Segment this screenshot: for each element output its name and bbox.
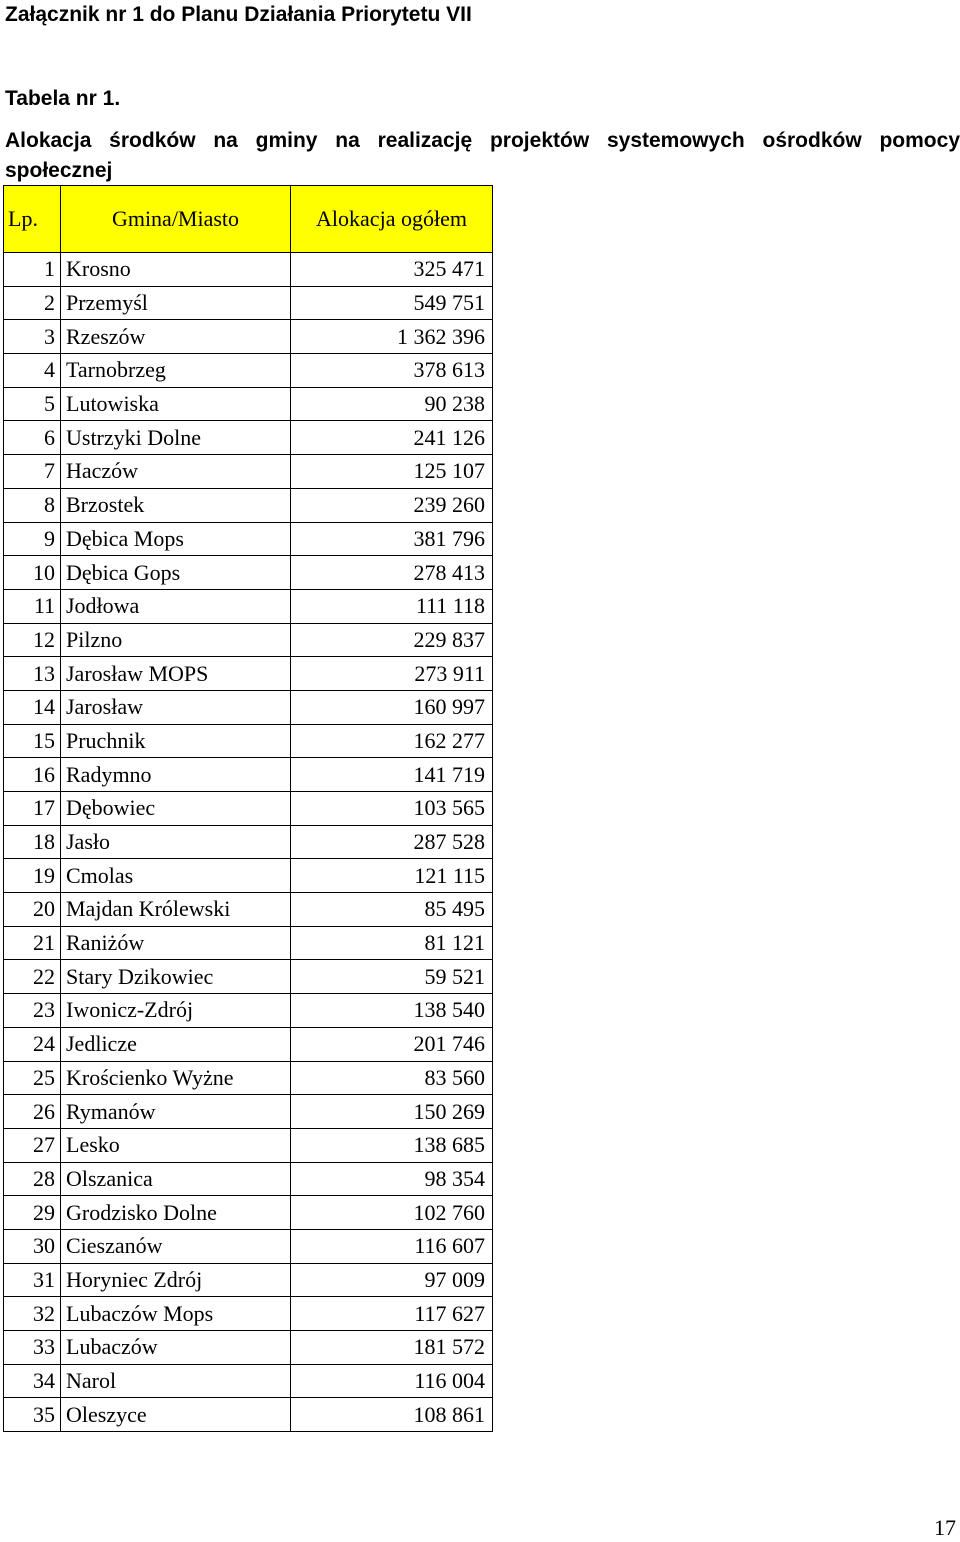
row-number: 4	[4, 354, 61, 388]
municipality-name: Horyniec Zdrój	[61, 1263, 291, 1297]
row-number: 1	[4, 253, 61, 287]
row-number: 16	[4, 758, 61, 792]
column-header-alokacja: Alokacja ogółem	[291, 186, 493, 253]
allocation-amount: 111 118	[291, 589, 493, 623]
municipality-name: Ustrzyki Dolne	[61, 421, 291, 455]
municipality-name: Tarnobrzeg	[61, 354, 291, 388]
column-header-gmina: Gmina/Miasto	[61, 186, 291, 253]
municipality-name: Jodłowa	[61, 589, 291, 623]
municipality-name: Grodzisko Dolne	[61, 1196, 291, 1230]
table-row	[4, 1398, 493, 1432]
row-number: 19	[4, 859, 61, 893]
table-row	[4, 455, 493, 489]
row-number: 17	[4, 792, 61, 826]
table-body	[4, 253, 493, 1432]
allocation-amount: 125 107	[291, 455, 493, 489]
allocation-amount: 287 528	[291, 825, 493, 859]
table-row	[4, 589, 493, 623]
row-number: 29	[4, 1196, 61, 1230]
municipality-name: Pilzno	[61, 623, 291, 657]
municipality-name: Brzostek	[61, 488, 291, 522]
allocation-amount: 138 540	[291, 994, 493, 1028]
municipality-name: Narol	[61, 1364, 291, 1398]
municipality-name: Dębica Gops	[61, 556, 291, 590]
municipality-name: Jarosław	[61, 690, 291, 724]
municipality-name: Przemyśl	[61, 286, 291, 320]
municipality-name: Cieszanów	[61, 1229, 291, 1263]
row-number: 23	[4, 994, 61, 1028]
row-number: 31	[4, 1263, 61, 1297]
allocation-amount: 278 413	[291, 556, 493, 590]
allocation-amount: 273 911	[291, 657, 493, 691]
row-number: 30	[4, 1229, 61, 1263]
row-number: 28	[4, 1162, 61, 1196]
table-row	[4, 1297, 493, 1331]
row-number: 20	[4, 893, 61, 927]
row-number: 27	[4, 1128, 61, 1162]
row-number: 18	[4, 825, 61, 859]
municipality-name: Krościenko Wyżne	[61, 1061, 291, 1095]
municipality-name: Rzeszów	[61, 320, 291, 354]
municipality-name: Raniżów	[61, 926, 291, 960]
allocation-amount: 1 362 396	[291, 320, 493, 354]
municipality-name: Jedlicze	[61, 1027, 291, 1061]
municipality-name: Lesko	[61, 1128, 291, 1162]
allocation-amount: 181 572	[291, 1331, 493, 1365]
row-number: 21	[4, 926, 61, 960]
table-row	[4, 1196, 493, 1230]
allocation-amount: 97 009	[291, 1263, 493, 1297]
allocation-amount: 549 751	[291, 286, 493, 320]
row-number: 13	[4, 657, 61, 691]
table-row	[4, 522, 493, 556]
row-number: 2	[4, 286, 61, 320]
row-number: 6	[4, 421, 61, 455]
allocation-amount: 116 004	[291, 1364, 493, 1398]
row-number: 22	[4, 960, 61, 994]
allocation-amount: 201 746	[291, 1027, 493, 1061]
allocation-amount: 116 607	[291, 1229, 493, 1263]
municipality-name: Krosno	[61, 253, 291, 287]
table-row	[4, 859, 493, 893]
allocation-amount: 138 685	[291, 1128, 493, 1162]
municipality-name: Stary Dzikowiec	[61, 960, 291, 994]
table-row	[4, 488, 493, 522]
table-row	[4, 1364, 493, 1398]
table-label: Tabela nr 1.	[5, 87, 121, 110]
table-row	[4, 926, 493, 960]
row-number: 32	[4, 1297, 61, 1331]
row-number: 26	[4, 1095, 61, 1129]
table-header	[4, 186, 493, 253]
table-row	[4, 556, 493, 590]
municipality-name: Rymanów	[61, 1095, 291, 1129]
table-row	[4, 1229, 493, 1263]
row-number: 5	[4, 387, 61, 421]
table-row	[4, 320, 493, 354]
table-row	[4, 286, 493, 320]
allocation-table	[3, 185, 493, 1432]
municipality-name: Lutowiska	[61, 387, 291, 421]
allocation-amount: 239 260	[291, 488, 493, 522]
table-row	[4, 1263, 493, 1297]
municipality-name: Dębowiec	[61, 792, 291, 826]
allocation-amount: 85 495	[291, 893, 493, 927]
allocation-amount: 241 126	[291, 421, 493, 455]
row-number: 3	[4, 320, 61, 354]
allocation-amount: 150 269	[291, 1095, 493, 1129]
row-number: 35	[4, 1398, 61, 1432]
municipality-name: Jasło	[61, 825, 291, 859]
table-row	[4, 792, 493, 826]
header-row	[4, 186, 493, 253]
allocation-amount: 229 837	[291, 623, 493, 657]
municipality-name: Olszanica	[61, 1162, 291, 1196]
table-row	[4, 758, 493, 792]
row-number: 33	[4, 1331, 61, 1365]
row-number: 14	[4, 690, 61, 724]
table-caption: Alokacja środków na gminy na realizację projektów systemowych ośrodków pomocy społecznej	[5, 129, 960, 182]
allocation-amount: 103 565	[291, 792, 493, 826]
table-row	[4, 994, 493, 1028]
allocation-amount: 325 471	[291, 253, 493, 287]
allocation-amount: 378 613	[291, 354, 493, 388]
annex-title: Załącznik nr 1 do Planu Działania Priorytetu VII	[5, 3, 472, 26]
municipality-name: Radymno	[61, 758, 291, 792]
table-row	[4, 893, 493, 927]
allocation-amount: 141 719	[291, 758, 493, 792]
table-row	[4, 623, 493, 657]
table-row	[4, 253, 493, 287]
column-header-lp: Lp.	[4, 186, 61, 253]
row-number: 34	[4, 1364, 61, 1398]
table-row	[4, 421, 493, 455]
table-row	[4, 1061, 493, 1095]
row-number: 24	[4, 1027, 61, 1061]
allocation-amount: 121 115	[291, 859, 493, 893]
row-number: 11	[4, 589, 61, 623]
allocation-amount: 59 521	[291, 960, 493, 994]
allocation-amount: 160 997	[291, 690, 493, 724]
municipality-name: Oleszyce	[61, 1398, 291, 1432]
table-row	[4, 960, 493, 994]
municipality-name: Dębica Mops	[61, 522, 291, 556]
table-row	[4, 1128, 493, 1162]
allocation-amount: 81 121	[291, 926, 493, 960]
municipality-name: Majdan Królewski	[61, 893, 291, 927]
row-number: 10	[4, 556, 61, 590]
allocation-amount: 102 760	[291, 1196, 493, 1230]
allocation-amount: 117 627	[291, 1297, 493, 1331]
table-row	[4, 657, 493, 691]
table-row	[4, 825, 493, 859]
row-number: 15	[4, 724, 61, 758]
municipality-name: Lubaczów Mops	[61, 1297, 291, 1331]
allocation-amount: 90 238	[291, 387, 493, 421]
municipality-name: Iwonicz-Zdrój	[61, 994, 291, 1028]
allocation-amount: 83 560	[291, 1061, 493, 1095]
page-number: 17	[934, 1515, 956, 1540]
table-row	[4, 1027, 493, 1061]
municipality-name: Jarosław MOPS	[61, 657, 291, 691]
row-number: 7	[4, 455, 61, 489]
municipality-name: Haczów	[61, 455, 291, 489]
allocation-amount: 381 796	[291, 522, 493, 556]
row-number: 12	[4, 623, 61, 657]
row-number: 25	[4, 1061, 61, 1095]
row-number: 8	[4, 488, 61, 522]
row-number: 9	[4, 522, 61, 556]
table-row	[4, 354, 493, 388]
allocation-amount: 108 861	[291, 1398, 493, 1432]
municipality-name: Cmolas	[61, 859, 291, 893]
table-row	[4, 690, 493, 724]
municipality-name: Lubaczów	[61, 1331, 291, 1365]
table-row	[4, 387, 493, 421]
municipality-name: Pruchnik	[61, 724, 291, 758]
table-row	[4, 1162, 493, 1196]
table-row	[4, 1095, 493, 1129]
allocation-amount: 162 277	[291, 724, 493, 758]
allocation-amount: 98 354	[291, 1162, 493, 1196]
table-row	[4, 1331, 493, 1365]
table-row	[4, 724, 493, 758]
